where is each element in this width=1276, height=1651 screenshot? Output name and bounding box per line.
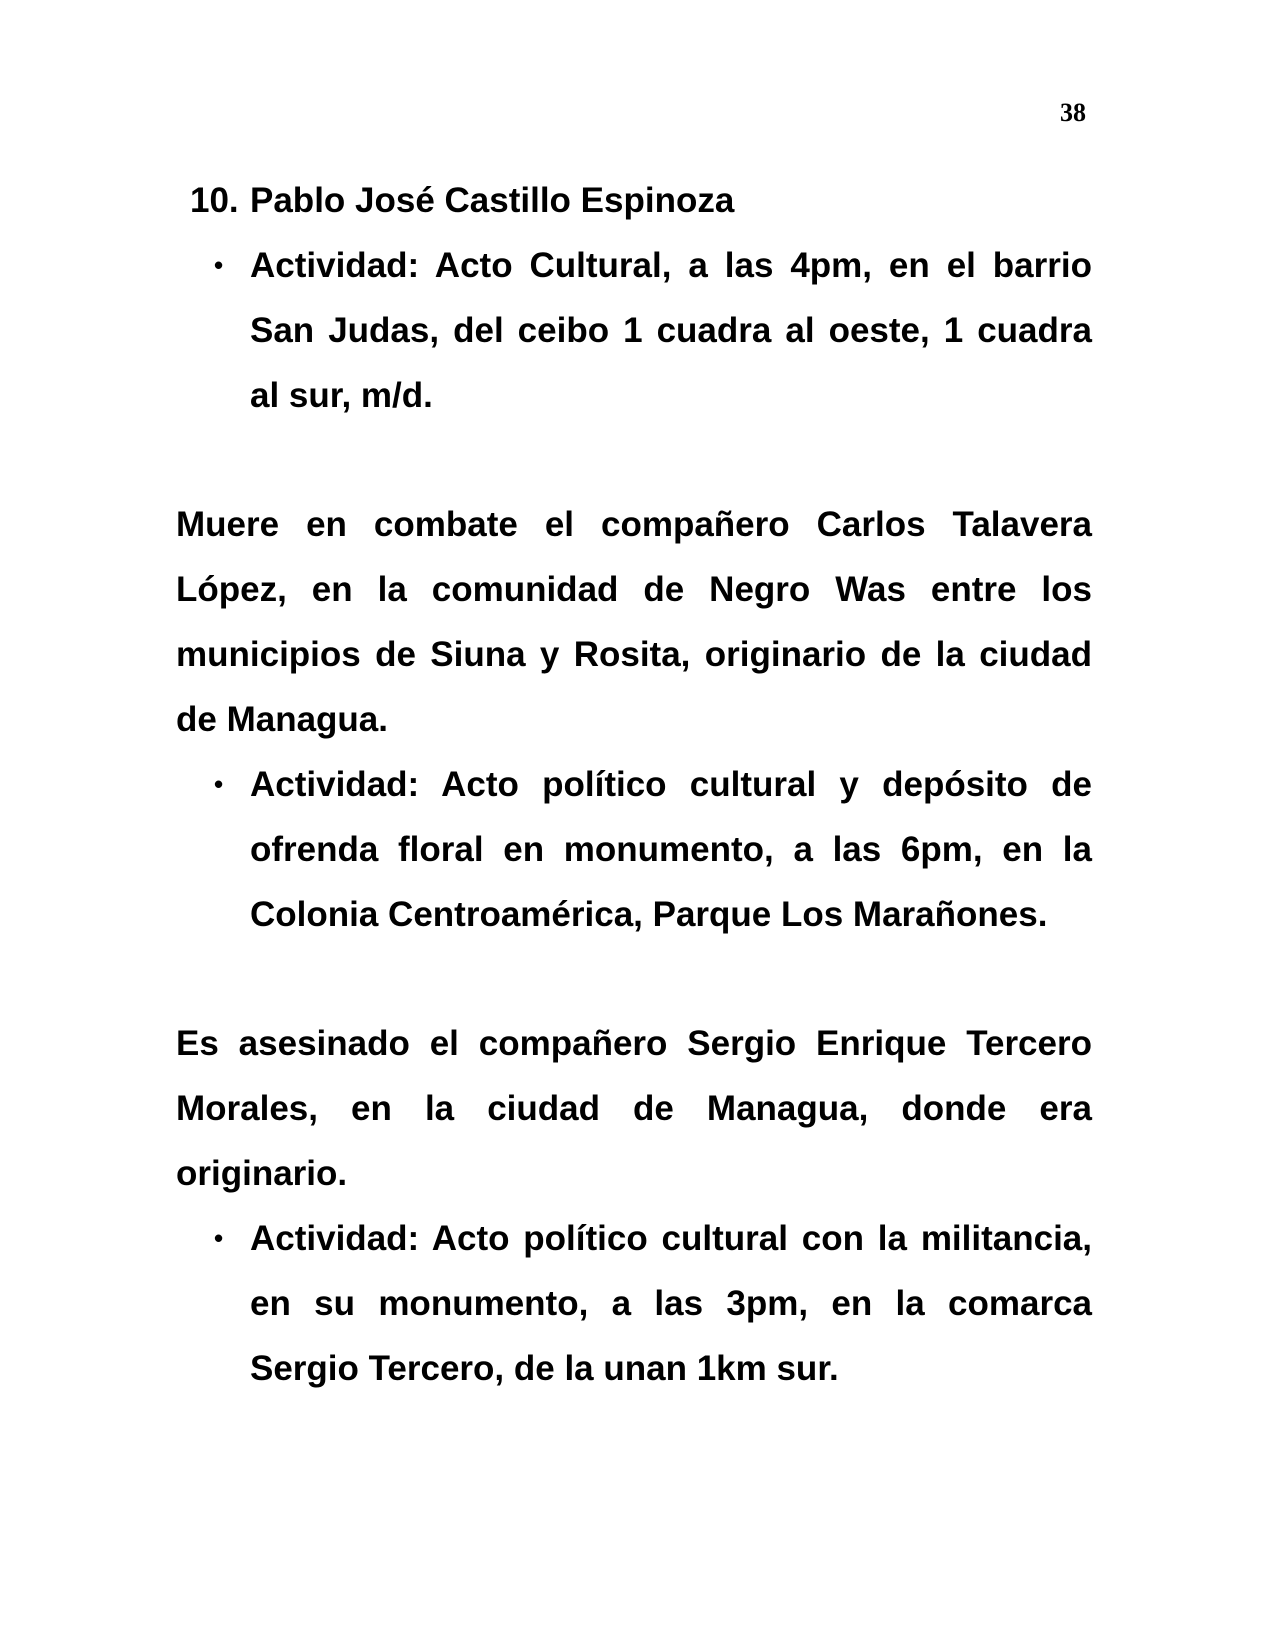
bullet-icon: •	[214, 1223, 224, 1253]
item-number: 10.	[190, 181, 239, 220]
spacer	[176, 947, 1092, 1011]
bullet-icon: •	[214, 250, 224, 280]
page-number: 38	[1060, 98, 1086, 127]
document-body	[176, 168, 1092, 1401]
activity-text: Actividad: Acto político cultural y depósito de ofrenda floral en monumento, a las 6pm, en la Colonia Centroamérica, Parque Los Marañones.	[250, 765, 1092, 934]
activity-text: Actividad: Acto Cultural, a las 4pm, en el barrio San Judas, del ceibo 1 cuadra al oeste, 1 cuadra al sur, m/d.	[250, 246, 1092, 415]
activity-bullet-1	[214, 233, 1092, 428]
activity-text: Actividad: Acto político cultural con la militancia, en su monumento, a las 3pm, en la comarca Sergio Tercero, de la unan 1km sur.	[250, 1219, 1092, 1388]
bullet-icon: •	[214, 769, 224, 799]
spacer	[176, 428, 1092, 492]
activity-bullet-3	[214, 1206, 1092, 1401]
activity-bullet-2	[214, 752, 1092, 947]
paragraph-talavera: Muere en combate el compañero Carlos Talavera López, en la comunidad de Negro Was entre los municipios de Siuna y Rosita, originario de la ciudad de Managua.	[176, 505, 1092, 739]
item-title: Pablo José Castillo Espinoza	[250, 181, 735, 220]
numbered-item-10	[190, 168, 1092, 233]
paragraph-tercero: Es asesinado el compañero Sergio Enrique Tercero Morales, en la ciudad de Managua, donde era originario.	[176, 1024, 1092, 1193]
